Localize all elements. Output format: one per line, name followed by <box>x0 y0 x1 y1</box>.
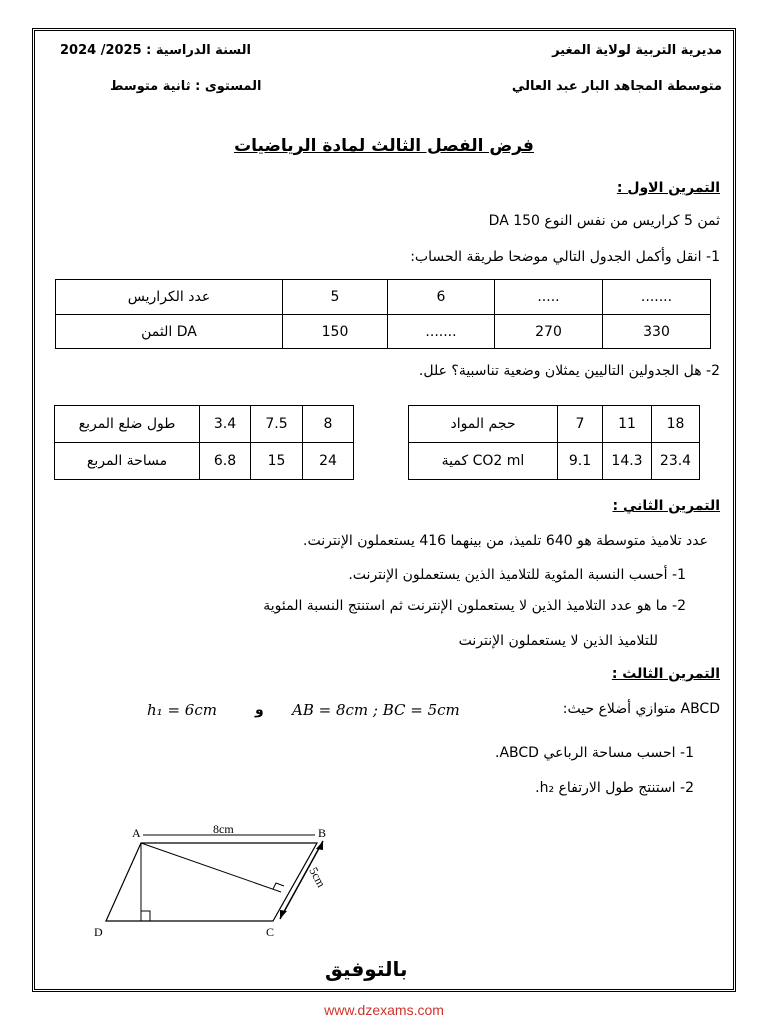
label-d: D <box>94 925 103 939</box>
table-cell: 11 <box>603 406 652 443</box>
exercise3-q1: 1- احسب مساحة الرباعي ABCD. <box>495 745 694 761</box>
footer-link[interactable]: www.dzexams.com <box>324 1002 444 1018</box>
table-cell: حجم المواد <box>409 406 558 443</box>
page-title: فرض الفصل الثالث لمادة الرياضيات <box>234 136 534 156</box>
table-cell: ....... <box>388 315 495 349</box>
exercise2-q2-line1: 2- ما هو عدد التلاميذ الذين لا يستعملون الإنترنت ثم استنتج النسبة المئوية <box>263 598 686 614</box>
exercise2-heading: التمرين الثاني : <box>612 498 720 514</box>
label-ab: 8cm <box>213 822 234 836</box>
exercise1-heading: التمرين الاول : <box>616 180 720 196</box>
parallelogram-figure <box>80 815 340 945</box>
table-row <box>409 406 700 443</box>
table-cell: ....... <box>603 280 711 315</box>
square-table <box>54 405 354 480</box>
table-cell: 7.5 <box>251 406 303 443</box>
table-cell: 150 <box>283 315 388 349</box>
table-cell: مساحة المربع <box>55 443 200 480</box>
table-cell: 14.3 <box>603 443 652 480</box>
and-word: و <box>255 702 264 718</box>
table-cell: 7 <box>558 406 603 443</box>
school-year-label: السنة الدراسية : <box>146 43 251 58</box>
table-cell: عدد الكراريس <box>56 280 283 315</box>
arrowhead-bottom <box>280 910 287 919</box>
exercise2-q1: 1- أحسب النسبة المئوية للتلاميذ الذين يستعملون الإنترنت. <box>348 567 686 583</box>
right-angle-h1 <box>141 911 150 921</box>
level: المستوى : ثانية متوسط <box>110 79 262 94</box>
table-cell: 9.1 <box>558 443 603 480</box>
table-row <box>56 280 711 315</box>
table-cell: 270 <box>495 315 603 349</box>
table-row <box>56 315 711 349</box>
label-a: A <box>132 826 141 840</box>
table-cell: 330 <box>603 315 711 349</box>
table-cell: 23.4 <box>652 443 700 480</box>
table-cell: كمية CO2 ml <box>409 443 558 480</box>
exercise3-q2: 2- استنتج طول الارتفاع h₂. <box>535 780 694 796</box>
label-b: B <box>318 826 327 840</box>
exercise1-q1: 1- انقل وأكمل الجدول التالي موضحا طريقة الحساب: <box>410 249 720 265</box>
table-cell: 18 <box>652 406 700 443</box>
table-cell: 6.8 <box>200 443 251 480</box>
exercise1-statement: ثمن 5 كراريس من نفس النوع 150 DA <box>488 213 720 229</box>
table-row <box>55 443 354 480</box>
label-c: C <box>266 925 275 939</box>
exercise3-statement-math: AB = 8cm ; BC = 5cm <box>292 701 460 719</box>
label-bc: 5cm <box>306 864 329 890</box>
height-h2 <box>141 843 281 892</box>
table-row <box>409 443 700 480</box>
table-cell: 3.4 <box>200 406 251 443</box>
exercise2-q2-line2: للتلاميذ الذين لا يستعملون الإنترنت <box>458 633 658 649</box>
right-angle-h2 <box>273 883 284 889</box>
table-cell: 6 <box>388 280 495 315</box>
table-cell: 5 <box>283 280 388 315</box>
table-cell: طول ضلع المربع <box>55 406 200 443</box>
co2-table <box>408 405 700 480</box>
h1-math: h₁ = 6cm <box>147 701 217 719</box>
notebook-price-table <box>55 279 711 349</box>
closing-wish: بالتوفيق <box>325 957 408 981</box>
arrowhead-top <box>316 841 323 850</box>
table-cell: 15 <box>251 443 303 480</box>
exercise3-heading: التمرين الثالث : <box>611 666 720 682</box>
table-cell: ..... <box>495 280 603 315</box>
table-cell: الثمن DA <box>56 315 283 349</box>
exercise2-statement: عدد تلاميذ متوسطة هو 640 تلميذ، من بينهما 416 يستعملون الإنترنت. <box>303 533 708 549</box>
school-year-value: 2024 /2025 <box>60 43 142 58</box>
exercise1-q2: 2- هل الجدولين التاليين يمثلان وضعية تناسبية؟ علل. <box>418 363 720 379</box>
exercise3-statement-text: ABCD متوازي أضلاع حيث: <box>562 701 720 717</box>
table-row <box>55 406 354 443</box>
table-cell: 24 <box>303 443 354 480</box>
school-name: متوسطة المجاهد البار عبد العالي <box>511 79 722 94</box>
directorate: مديرية التربية لولاية المغير <box>552 43 722 58</box>
table-cell: 8 <box>303 406 354 443</box>
school-year <box>60 43 251 58</box>
